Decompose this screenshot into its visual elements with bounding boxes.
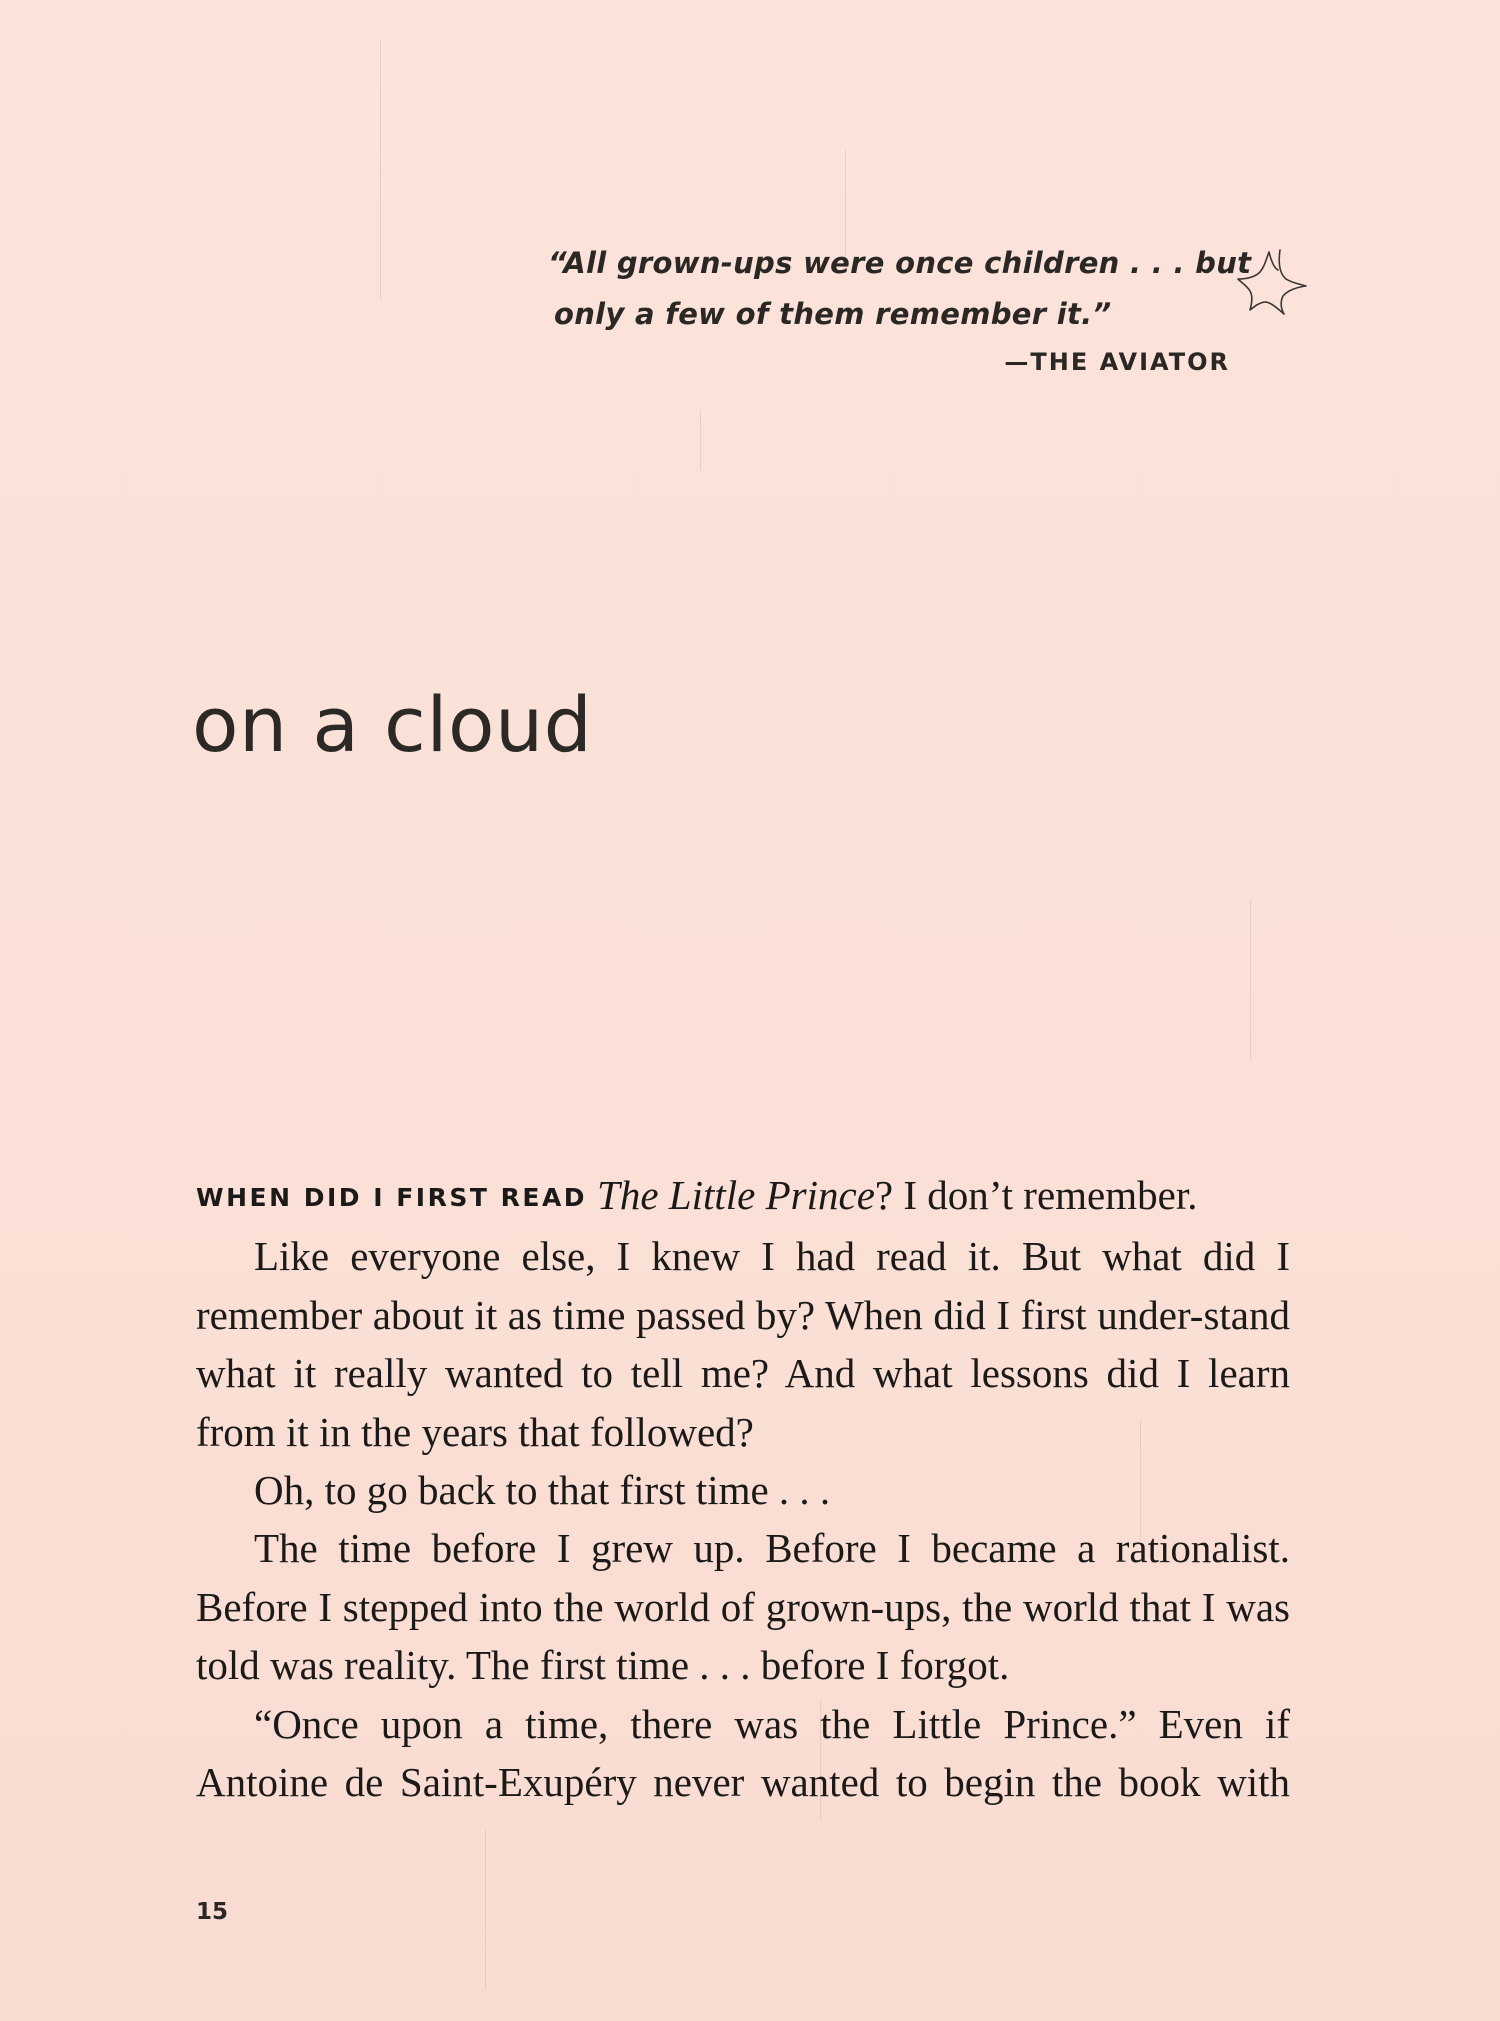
chapter-body — [196, 1166, 1290, 1811]
body-paragraph: Like everyone else, I knew I had read it. But what did I remember about it as time passed by? When did I first under-stand what it really wanted to tell me? And what lessons did I learn from it in the years that followed? — [196, 1233, 1290, 1455]
epigraph-line: only a few of them remember it.” — [554, 297, 1112, 331]
opening-line-rest: ? I don’t remember. — [874, 1172, 1198, 1218]
lead-in-small-caps: WHEN DID I FIRST READ — [196, 1183, 588, 1212]
book-title-italic: The Little Prince — [597, 1172, 875, 1218]
epigraph-line: “All grown-ups were once children . . . but — [548, 246, 1252, 280]
epigraph-attribution: —THE AVIATOR — [1004, 348, 1230, 376]
epigraph-quote — [548, 238, 1252, 340]
paper-streak — [700, 410, 701, 470]
opening-line — [196, 1166, 1290, 1227]
paper-streak — [380, 40, 381, 300]
body-paragraph: “Once upon a time, there was the Little Prince.” Even if Antoine de Saint-Exupéry never wanted to begin the book with — [196, 1700, 1290, 1806]
page-number: 15 — [196, 1899, 229, 1925]
body-paragraph: The time before I grew up. Before I became a rationalist. Before I stepped into the world of grown-ups, the world that I was told was reality. The first time . . . before I forgot. — [196, 1525, 1290, 1689]
paper-streak — [1250, 900, 1251, 1060]
body-paragraph: Oh, to go back to that first time . . . — [254, 1467, 831, 1514]
chapter-title: on a cloud — [192, 680, 593, 769]
paper-streak — [485, 1830, 486, 1990]
star-outline-icon — [1236, 246, 1308, 316]
